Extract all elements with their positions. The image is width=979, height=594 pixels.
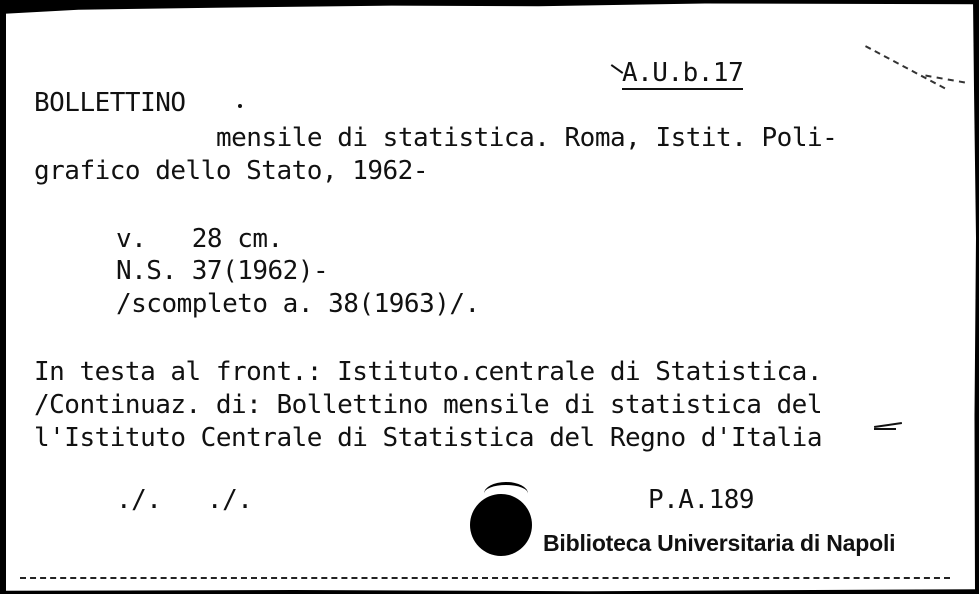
card-dashed-edge-bottom bbox=[20, 577, 950, 579]
library-stamp-text: Biblioteca Universitaria di Napoli bbox=[543, 530, 896, 556]
series-statement: N.S. 37(1962)- bbox=[116, 256, 329, 286]
scan-border-left bbox=[0, 0, 6, 594]
title-line-2: grafico dello Stato, 1962- bbox=[34, 156, 428, 186]
note-line-1: In testa al front.: Istituto.centrale di Statistica. bbox=[34, 357, 822, 387]
physical-description: v. 28 cm. bbox=[116, 224, 283, 254]
note-line-2: /Continuaz. di: Bollettino mensile di statistica del bbox=[34, 390, 822, 420]
title-line-1: mensile di statistica. Roma, Istit. Poli- bbox=[216, 123, 838, 153]
reference-marks: ./. ./. bbox=[116, 485, 253, 515]
hyphen-underline-mark bbox=[874, 428, 896, 430]
call-number: A.U.b.17 bbox=[622, 58, 744, 88]
scan-border-right bbox=[969, 0, 979, 594]
note-line-3: l'Istituto Centrale di Statistica del Regno d'Italia bbox=[34, 423, 822, 453]
scan-border-bottom bbox=[0, 586, 979, 594]
card-dashed-edge-top-right bbox=[864, 45, 945, 91]
heading-mark bbox=[238, 104, 242, 108]
location-code: P.A.189 bbox=[648, 485, 755, 515]
holdings-note: /scompleto a. 38(1963)/. bbox=[116, 289, 480, 319]
heading: BOLLETTINO bbox=[34, 88, 186, 118]
library-stamp-seal bbox=[470, 494, 532, 556]
scan-border-top bbox=[0, 0, 979, 14]
